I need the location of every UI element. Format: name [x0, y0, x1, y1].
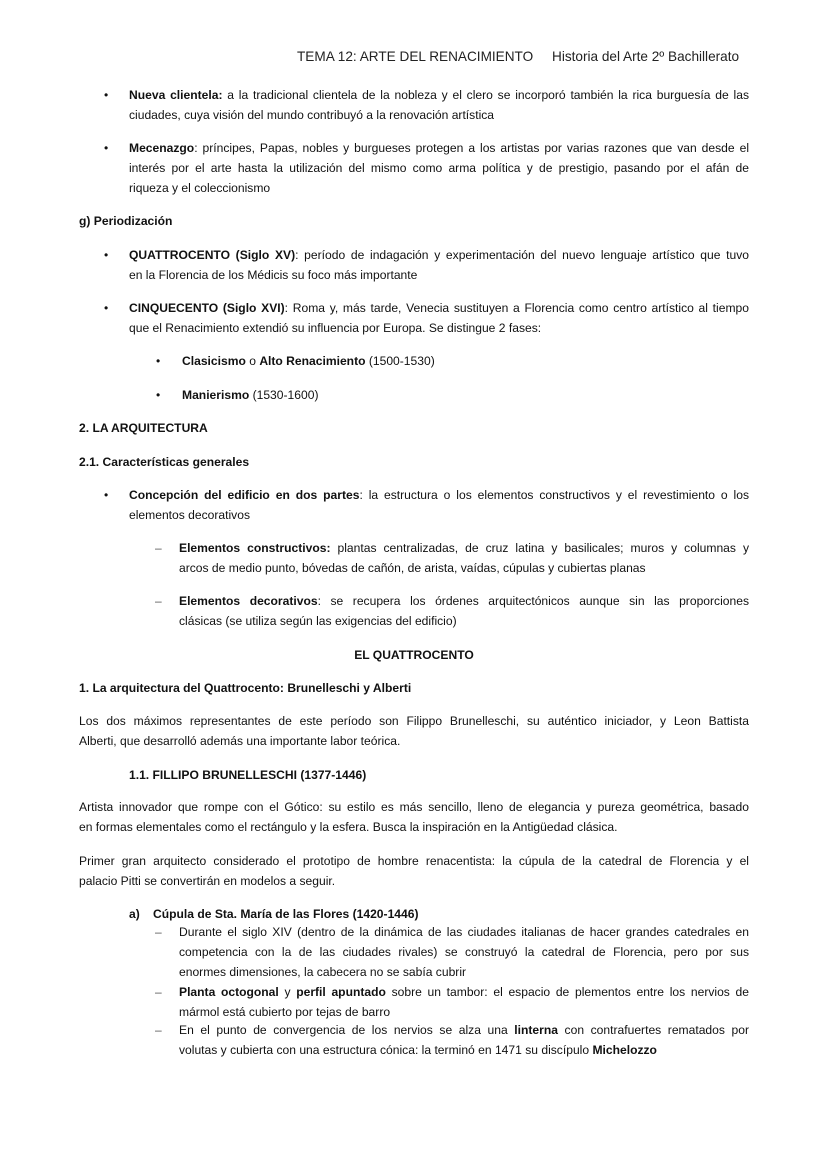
- dash-glyph: –: [155, 594, 162, 608]
- cupula-item1-line-1: Durante el siglo XIV (dentro de la dinámica de las ciudades italianas de hacer grandes catedrales en: [179, 925, 749, 939]
- term-constructivos: Elementos constructivos:: [179, 541, 331, 555]
- brunelleschi-para1-line-1: Artista innovador que rompe con el Gótico: su estilo es más sencillo, lleno de elegancia y pureza geométrica, basado: [79, 800, 749, 814]
- dash-glyph: –: [155, 925, 162, 939]
- cupula-heading: Cúpula de Sta. María de las Flores (1420-1446): [153, 907, 419, 921]
- bullet-glyph: •: [104, 88, 109, 102]
- cupula-item1-line-2: competencia con la de las ciudades rivales) se construyó la catedral de Florencia, pero por sus: [179, 945, 749, 959]
- cupula-label: a): [129, 907, 140, 921]
- bullet-glyph: •: [156, 354, 161, 368]
- mecenazgo-line-1: Mecenazgo: príncipes, Papas, nobles y burgueses protegen a los artistas por varias razones que van desde el: [129, 141, 749, 155]
- brunelleschi-para1-line-2: en formas elementales como el rectángulo y la esfera. Busca la inspiración en la Antigüedad clásica.: [79, 820, 618, 834]
- manierismo-item: Manierismo (1530-1600): [182, 388, 319, 402]
- bullet-glyph: •: [156, 388, 161, 402]
- intro-line-2: Alberti, que desarrolló además una importante labor teórica.: [79, 734, 401, 748]
- decorativos-line-2: clásicas (se utiliza según las exigencias del edificio): [179, 614, 457, 628]
- term-michelozzo: Michelozzo: [592, 1043, 657, 1057]
- constructivos-line-2: arcos de medio punto, bóvedas de cañón, de arista, vaídas, cúpulas y cubiertas planas: [179, 561, 646, 575]
- term-nueva-clientela: Nueva clientela:: [129, 88, 223, 102]
- quattrocento-line-2: en la Florencia de los Médicis su foco más importante: [129, 268, 418, 282]
- bullet-glyph: •: [104, 248, 109, 262]
- cupula-item1-line-3: enormes dimensiones, la cabecera no se sabía cubrir: [179, 965, 467, 979]
- concepcion-line-1: Concepción del edificio en dos partes: la estructura o los elementos constructivos y el revestimiento o los: [129, 488, 749, 502]
- cinquecento-line-2: que el Renacimiento extendió su influencia por Europa. Se distingue 2 fases:: [129, 321, 542, 335]
- quattrocento-title: EL QUATTROCENTO: [354, 648, 474, 662]
- decorativos-line-1: Elementos decorativos: se recupera los órdenes arquitectónicos aunque sin las proporciones: [179, 594, 750, 608]
- term-linterna: linterna: [514, 1023, 558, 1037]
- term-mecenazgo: Mecenazgo: [129, 141, 195, 155]
- term-concepcion: Concepción del edificio en dos partes: [129, 488, 360, 502]
- term-perfil-apuntado: perfil apuntado: [296, 985, 386, 999]
- cupula-item2-line-1: Planta octogonal y perfil apuntado sobre un tambor: el espacio de plementos entre los nervios de: [179, 985, 749, 999]
- mecenazgo-line-3: riqueza y el coleccionismo: [129, 181, 271, 195]
- periodizacion-heading: g) Periodización: [79, 214, 173, 228]
- dash-glyph: –: [155, 1023, 162, 1037]
- term-quattrocento: QUATTROCENTO (Siglo XV): [129, 248, 296, 262]
- bullet-glyph: •: [104, 301, 109, 315]
- caracteristicas-heading: 2.1. Características generales: [79, 455, 250, 469]
- quattrocento-line-1: QUATTROCENTO (Siglo XV): período de indagación y experimentación del nuevo lenguaje artístico que tuvo: [129, 248, 749, 262]
- brunelleschi-heading: 1.1. FILLIPO BRUNELLESCHI (1377-1446): [129, 768, 367, 782]
- concepcion-line-2: elementos decorativos: [129, 508, 251, 522]
- term-decorativos: Elementos decorativos: [179, 594, 318, 608]
- constructivos-line-1: Elementos constructivos: plantas centralizadas, de cruz latina y basilicales; muros y columnas y: [179, 541, 749, 555]
- term-cinquecento: CINQUECENTO (Siglo XVI): [129, 301, 285, 315]
- bullet-glyph: •: [104, 488, 109, 502]
- nueva-clientela-line-1: Nueva clientela: a la tradicional clientela de la nobleza y el clero se incorporó también la rica burguesía de las: [129, 88, 749, 102]
- intro-line-1: Los dos máximos representantes de este período son Filippo Brunelleschi, su auténtico iniciador, y Leon Battista: [79, 714, 749, 728]
- cupula-item3-line-2: volutas y cubierta con una estructura cónica: la terminó en 1471 su discípulo Michelozzo: [179, 1043, 657, 1057]
- quattrocento-section-heading: 1. La arquitectura del Quattrocento: Brunelleschi y Alberti: [79, 681, 412, 695]
- nueva-clientela-line-2: ciudades, cuya visión del mundo contribuyó a la renovación artística: [129, 108, 495, 122]
- dash-glyph: –: [155, 985, 162, 999]
- cupula-item3-line-1: En el punto de convergencia de los nervios se alza una linterna con contrafuertes rematados por: [179, 1023, 749, 1037]
- dash-glyph: –: [155, 541, 162, 555]
- bullet-glyph: •: [104, 141, 109, 155]
- brunelleschi-para2-line-2: palacio Pitti se convertirán en modelos a seguir.: [79, 874, 336, 888]
- cupula-item2-line-2: mármol está cubierto por tejas de barro: [179, 1005, 391, 1019]
- clasicismo-item: Clasicismo o Alto Renacimiento (1500-1530): [182, 354, 435, 368]
- brunelleschi-para2-line-1: Primer gran arquitecto considerado el prototipo de hombre renacentista: la cúpula de la catedral de Florencia y el: [79, 854, 749, 868]
- header-title: TEMA 12: ARTE DEL RENACIMIENTO: [297, 49, 534, 64]
- cinquecento-line-1: CINQUECENTO (Siglo XVI): Roma y, más tarde, Venecia sustituyen a Florencia como centro artístico al tiempo: [129, 301, 749, 315]
- term-planta-octogonal: Planta octogonal: [179, 985, 279, 999]
- mecenazgo-line-2: interés por el arte hasta la utilización del mismo como arma política y de prestigio, pasando por el afán de: [129, 161, 749, 175]
- arquitectura-heading: 2. LA ARQUITECTURA: [79, 421, 208, 435]
- header-subject: Historia del Arte 2º Bachillerato: [552, 49, 740, 64]
